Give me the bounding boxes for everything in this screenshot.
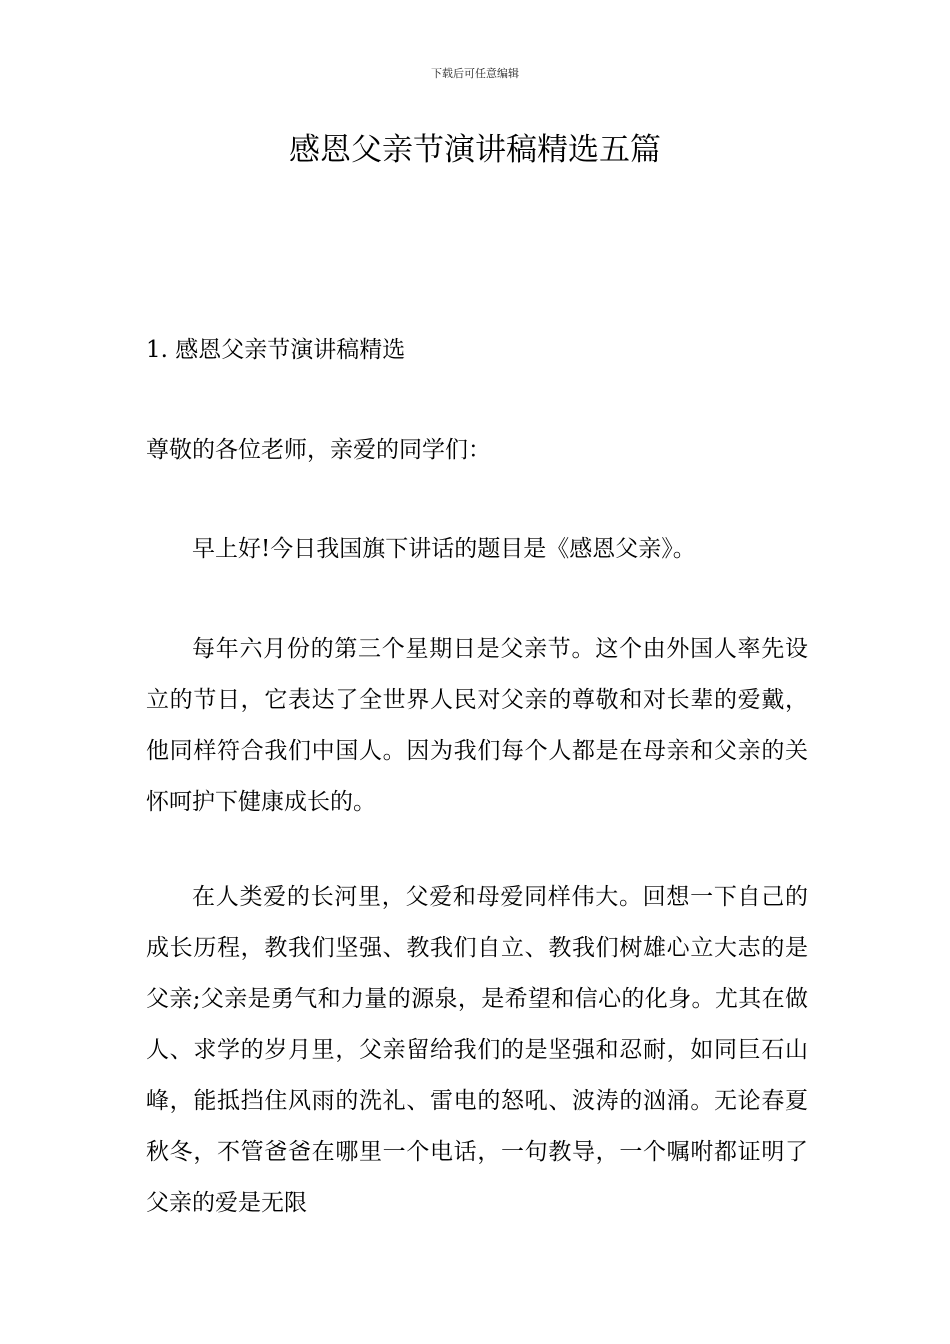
header-note: 下载后可任意编辑 (431, 67, 519, 80)
salutation: 尊敬的各位老师，亲爱的同学们： (146, 437, 491, 463)
paragraph-fathers-day: 每年六月份的第三个星期日是父亲节。这个由外国人率先设立的节日，它表达了全世界人民对父亲的尊敬和对长辈的爱戴，他同样符合我们中国人。因为我们每个人都是在母亲和父亲的关怀呵护下健康成长的。 (146, 636, 808, 815)
document-title: 感恩父亲节演讲稿精选五篇 (289, 132, 661, 168)
paragraph-fathers-love: 在人类爱的长河里，父爱和母爱同样伟大。回想一下自己的成长历程，教我们坚强、教我们自立、教我们树雄心立大志的是父亲;父亲是勇气和力量的源泉，是希望和信心的化身。尤其在做人、求学的岁月里，父亲留给我们的是坚强和忍耐，如同巨石山峰，能抵挡住风雨的洗礼、雷电的怒吼、波涛的汹涌。无论春夏秋冬，不管爸爸在哪里一个电话，一句教导，一个嘱咐都证明了父亲的爱是无限 (146, 884, 808, 1216)
section-heading: 1. 感恩父亲节演讲稿精选 (146, 337, 406, 363)
paragraph-greeting: 早上好!今日我国旗下讲话的题目是《感恩父亲》。 (192, 536, 696, 562)
